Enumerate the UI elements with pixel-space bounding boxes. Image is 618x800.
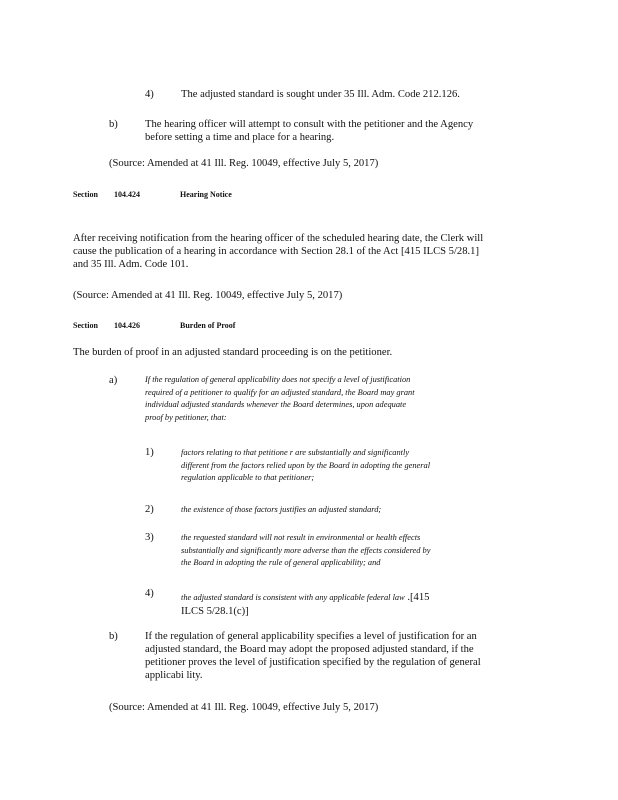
- paragraph: [73, 232, 483, 271]
- text-line: If the regulation of general applicability does not specify a level of justification: [145, 375, 411, 384]
- section-label: Section: [73, 321, 98, 330]
- item-number: 1): [145, 447, 154, 458]
- item-number: 4): [145, 89, 154, 100]
- list-item: [181, 587, 429, 619]
- section-number: 104.426: [114, 321, 140, 330]
- item-number: 4): [145, 588, 154, 599]
- text-line: the Board in adopting the rule of general applicability; and: [181, 558, 381, 567]
- text-line: the existence of those factors justifies an adjusted standard;: [181, 505, 382, 514]
- source-note: (Source: Amended at 41 Ill. Reg. 10049, effective July 5, 2017): [109, 702, 379, 713]
- section-title: Hearing Notice: [180, 190, 232, 199]
- text-line: individual adjusted standards whenever the Board determines, upon adequate: [145, 400, 407, 409]
- text-line: applicabi lity.: [145, 670, 203, 681]
- citation: .[415: [404, 592, 430, 603]
- list-label: a): [109, 375, 118, 386]
- text-line: After receiving notification from the hearing officer of the scheduled hearing date, the Clerk will: [73, 233, 484, 244]
- text-line: factors relating to that petitione r are substantially and significantly: [181, 448, 410, 457]
- item-text: The adjusted standard is sought under 35 Ill. Adm. Code 212.126.: [181, 89, 460, 100]
- list-item: [181, 532, 430, 570]
- citation: ILCS 5/28.1(c)]: [181, 606, 249, 617]
- list-label: b): [109, 119, 118, 130]
- paragraph: [145, 630, 481, 682]
- paragraph: The burden of proof in an adjusted standard proceeding is on the petitioner.: [73, 347, 393, 358]
- text-line: the requested standard will not result in environmental or health effects: [181, 533, 421, 542]
- source-note: (Source: Amended at 41 Ill. Reg. 10049, effective July 5, 2017): [109, 158, 379, 169]
- text-line: petitioner proves the level of justification specified by the regulation of general: [145, 657, 481, 668]
- text-line: adjusted standard, the Board may adopt the proposed adjusted standard, if the: [145, 644, 474, 655]
- text-line: substantially and significantly more adverse than the effects considered by: [181, 545, 431, 555]
- text-line: If the regulation of general applicability specifies a level of justification for an: [145, 631, 477, 642]
- text-line: regulation applicable to that petitioner;: [181, 473, 315, 482]
- section-title: Burden of Proof: [180, 321, 236, 330]
- item-number: 2): [145, 504, 154, 515]
- item-number: 3): [145, 532, 154, 543]
- text-line: before setting a time and place for a hearing.: [145, 132, 335, 143]
- text-line: and 35 Ill. Adm. Code 101.: [73, 259, 189, 270]
- section-number: 104.424: [114, 190, 140, 199]
- text-line: the adjusted standard is consistent with any applicable federal law: [181, 593, 405, 602]
- section-label: Section: [73, 190, 98, 199]
- paragraph: [145, 374, 415, 424]
- source-note: (Source: Amended at 41 Ill. Reg. 10049, effective July 5, 2017): [73, 290, 343, 301]
- list-item: [181, 504, 381, 517]
- paragraph: [145, 118, 473, 144]
- list-label: b): [109, 631, 118, 642]
- list-item: [181, 447, 430, 485]
- text-line: The hearing officer will attempt to consult with the petitioner and the Agency: [145, 119, 474, 130]
- text-line: proof by petitioner, that:: [145, 412, 227, 422]
- text-line: different from the factors relied upon by the Board in adopting the general: [181, 460, 431, 470]
- text-line: required of a petitioner to qualify for an adjusted standard, the Board may grant: [145, 387, 415, 397]
- text-line: cause the publication of a hearing in accordance with Section 28.1 of the Act [415 ILCS 5/28.1]: [73, 246, 479, 257]
